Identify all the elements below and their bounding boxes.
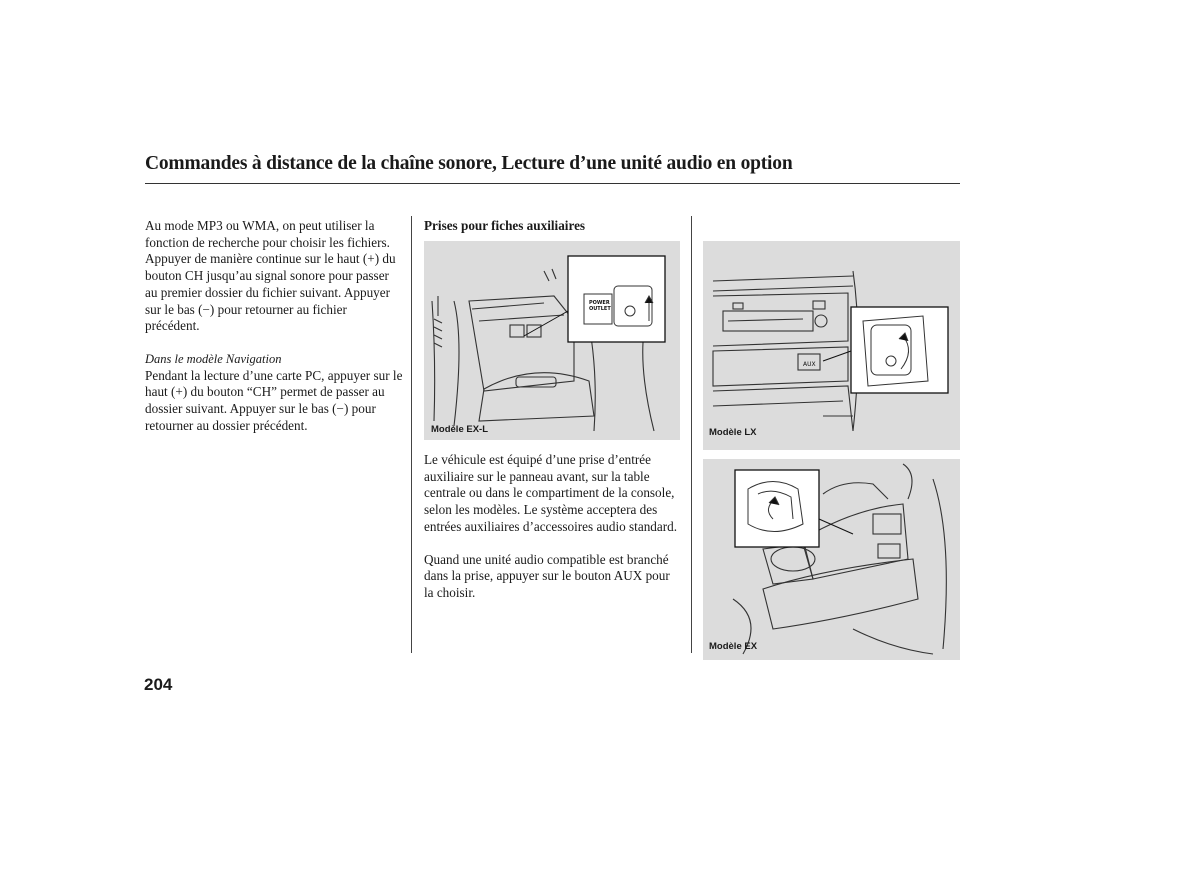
aux-jack-heading: Prises pour fiches auxiliaires [424,218,586,233]
title-rule [145,183,960,184]
middle-text [424,452,680,602]
middle-paragraph-1: Le véhicule est équipé d’une prise d’entrée auxiliaire sur le panneau avant, sur la table centrale ou dans le compartiment de la console, selon les modèles. Le système acceptera des entrées auxiliaires d’accessoires audio standard. [424,452,678,534]
figure-ex [703,459,960,660]
left-paragraph-2: Pendant la lecture d’une carte PC, appuyer sur le haut (+) du bouton “CH” permet de passer au dossier suivant. Appuyer sur le bas (−) pour retourner au dossier précédent. [145,367,403,433]
navigation-subheading: Dans le modèle Navigation [145,351,282,366]
figure-exl [424,241,680,440]
page-title: Commandes à distance de la chaîne sonore, Lecture d’une unité audio en option [145,153,793,174]
lx-illustration [703,241,960,450]
middle-paragraph-2: Quand une unité audio compatible est branché dans la prise, appuyer sur le bouton AUX pour la choisir. [424,551,670,600]
left-column [145,218,403,434]
column-divider-2 [691,216,692,653]
caption-lx: Modèle LX [709,427,757,438]
ex-illustration [703,459,960,660]
exl-illustration [424,241,680,440]
power-label: POWER [589,300,610,306]
figure-lx [703,241,960,450]
outlet-label: OUTLET [589,306,611,312]
column-divider-1 [411,216,412,653]
left-paragraph-1: Au mode MP3 ou WMA, on peut utiliser la fonction de recherche pour choisir les fichiers. Appuyer de manière continue sur le haut (+) du bouton CH jusqu’au signal sonore pour passer au premier dossier du fichier suivant. Appuyer sur le bas (−) pour retourner au fichier précédent. [145,218,396,334]
caption-exl: Modèle EX-L [431,424,489,435]
caption-ex: Modèle EX [709,641,758,652]
page-number: 204 [144,675,173,694]
aux-button-label: AUX [803,361,816,368]
middle-column [424,218,680,235]
